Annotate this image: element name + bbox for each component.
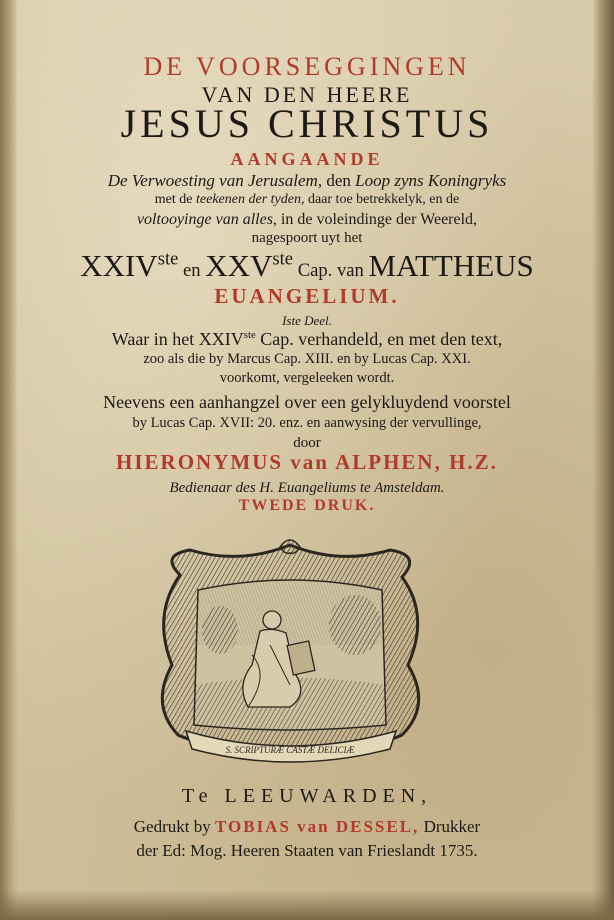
title-line-12c: Cap. verhandeld, en met den text, [255,329,503,349]
vignette-motto: S. SCRIPTURÆ CASTÆ DELICIÆ [225,745,355,755]
title-line-9 [30,250,584,281]
title-line-12 [30,330,584,348]
title-line-12b: ste [243,329,256,341]
title-line-8: nagespoort uyt het [251,230,363,246]
title-line-5 [30,172,584,189]
page-left-edge [0,0,18,920]
engraved-vignette [140,535,440,780]
title-line-9c: en [178,260,206,281]
title-line-6a: met de [154,192,197,207]
vignette-tree-left [202,606,238,654]
vignette-figure-head [263,611,281,629]
title-line-2: VAN DEN HEERE [201,82,413,107]
vignette-tree-right [329,595,381,655]
title-line-4: AANGAANDE [230,149,384,169]
author-title: Bedienaar des H. Euangeliums te Amsteldam. [169,480,445,496]
title-line-5b: den [322,171,356,190]
title-line-16: by Lucas Cap. XVII: 20. enz. en aanwysing der vervullinge, [132,415,482,431]
title-line-7 [30,212,584,228]
title-line-6 [30,193,584,207]
imprint-line-3: der Ed: Mog. Heeren Staaten van Frieslandt 1735. [136,841,478,860]
title-line-15: Neevens een aanhangzel over een gelykluydend voorstel [103,392,511,412]
title-line-5c: Loop zyns Koningryks [355,171,507,190]
title-line-11: Iste Deel. [282,313,332,328]
vignette-crest [280,540,300,553]
title-line-6c: , daar toe betrekkelyk, en de [300,192,460,207]
title-line-5a: De Verwoesting van Jerusalem, [107,171,323,190]
title-line-9b: ste [157,248,179,270]
title-line-6b: teekenen der tyden [196,192,301,207]
title-line-3: JESUS CHRISTUS [120,101,494,146]
imprint-line-2a: Gedrukt by [133,817,215,836]
author-name: HIERONYMUS van ALPHEN, H.Z. [116,450,498,474]
edition-label: TWEDE DRUK. [238,497,376,514]
title-line-10: EUANGELIUM. [214,284,400,308]
title-line-13: zoo als die by Marcus Cap. XIII. en by Lucas Cap. XXI. [143,351,471,367]
printer-name: TOBIAS van DESSEL, [214,817,420,836]
title-line-9e: ste [272,248,294,270]
imprint-line-2 [30,818,584,835]
title-line-12a: Waar in het XXIV [111,329,244,349]
title-line-9d: XXV [205,248,273,283]
page-bottom-edge [0,890,614,920]
imprint-line-2c: Drukker [419,817,481,836]
page-right-edge [592,0,614,920]
title-line-7b: , in de voleindinge der Weereld, [272,211,478,228]
title-line-17: door [293,435,321,451]
title-line-9a: XXIV [80,248,158,283]
title-line-9f: Cap. van [293,260,369,281]
title-line-1: DE VOORSEGGINGEN [143,52,471,81]
title-line-14: voorkomt, vergeleeken wordt. [219,370,395,386]
title-line-9g: MATTHEUS [368,248,534,283]
imprint-line-1: Te LEEUWARDEN, [181,785,433,807]
title-line-7a: voltooyinge van alles [136,211,273,228]
